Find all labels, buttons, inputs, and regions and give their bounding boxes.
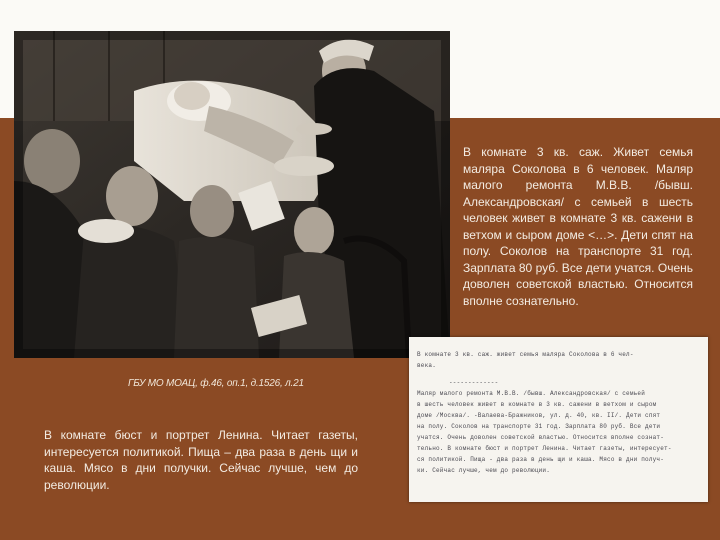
photo-caption: ГБУ МО МОАЦ, ф.46, оп.1, д.1526, л.21 <box>128 378 304 389</box>
document-line: тельно. В комнате бюст и портрет Ленина. Читает газеты, интересует- <box>417 445 672 452</box>
left-description-text: В комнате бюст и портрет Ленина. Читает газеты, интересуется политикой. Пища – два раза в день щи и каша. Мясо в дни получки. Сейчас лучше, чем до революции. <box>44 428 358 492</box>
archival-document-scan <box>409 337 708 502</box>
document-line: Маляр малого ремонта М.В.В. /бывш. Александровская/ с семьей <box>417 390 646 397</box>
document-line: ------------- <box>449 379 499 386</box>
document-line: ся политикой. Пища - два раза в день щи и каша. Мясо в дни получ- <box>417 456 665 463</box>
right-description-text: В комнате 3 кв. саж. Живет семья маляра Соколова в 6 человек. Маляр малого ремонта М.В.В. /бывш. Александровская/ с семьей в шесть человек живет в комнате 3 кв. сажени в ветхом и сыром доме <…>. Дети спят на полу. Соколов на транспорте 31 год. Зарплата 80 руб. Все дети учатся. Очень доволен советской властью. Относится вполне сознательно. <box>463 145 693 308</box>
archival-photo <box>14 31 450 358</box>
document-line: учатся. Очень доволен советской властью. Относится вполне сознат- <box>417 434 665 441</box>
document-line: доме /Москва/. -Валаева-Бражников, ул. д. 40, кв. II/. Дети спят <box>417 412 661 419</box>
document-line: века. <box>417 362 437 369</box>
document-line: В комнате 3 кв. саж. живет семья маляра Соколова в 6 чел- <box>417 351 634 358</box>
document-line: ки. Сейчас лучше, чем до революции. <box>417 467 551 474</box>
document-line: на полу. Соколов на транспорте 31 год. Зарплата 80 руб. Все дети <box>417 423 661 430</box>
document-line: в шесть человек живет в комнате в 3 кв. сажени в ветхом и сыром <box>417 401 657 408</box>
